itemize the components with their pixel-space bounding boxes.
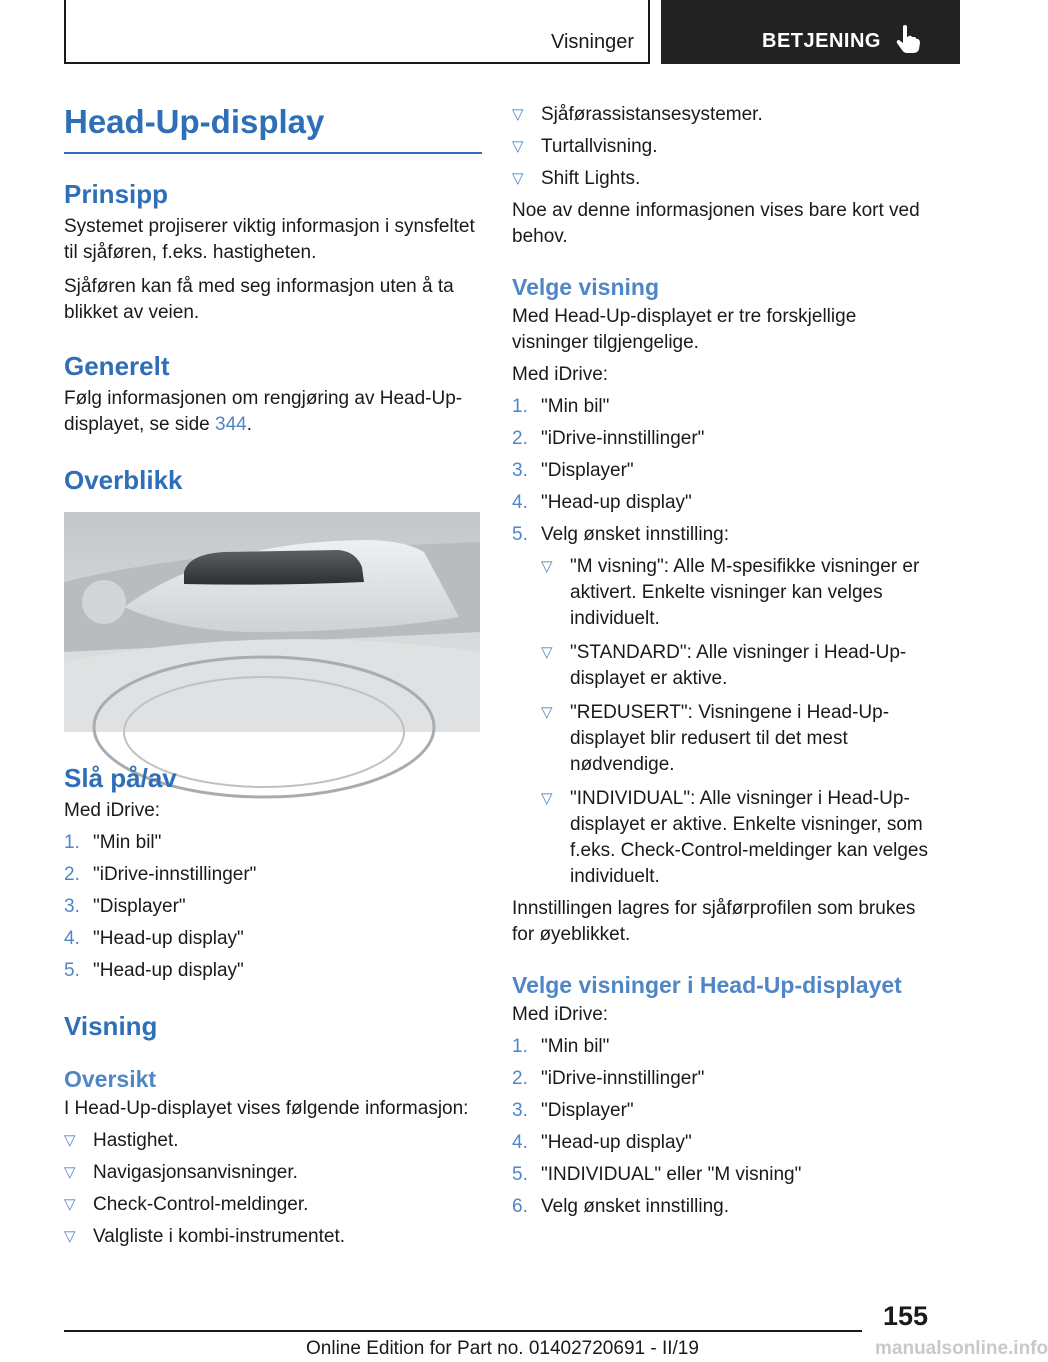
header-section-box [64, 0, 650, 64]
triangle-bullet-icon: ▽ [512, 106, 524, 123]
triangle-bullet-icon: ▽ [64, 1196, 76, 1213]
option-text: "M visning": Alle M-spesifikke visninger er aktivert. Enkelte visninger kan velges individuelt. [570, 556, 920, 629]
heading-sla-pa-av: Slå på/av [64, 763, 177, 793]
generelt-paragraph [64, 386, 482, 438]
step-text: "Displayer" [541, 460, 634, 481]
list-item [512, 166, 932, 192]
step-text: "INDIVIDUAL" eller "M visning" [541, 1164, 802, 1185]
list-item [512, 1130, 932, 1156]
bullet-text: Turtallvisning. [541, 136, 658, 157]
step-text: "iDrive-innstillinger" [541, 428, 705, 449]
list-item [512, 1162, 932, 1188]
list-item [64, 1224, 482, 1250]
step-number: 3. [512, 460, 528, 481]
sla-intro: Med iDrive: [64, 800, 161, 821]
list-item [541, 554, 932, 632]
page-title: Head-Up-display [64, 102, 482, 154]
triangle-bullet-icon: ▽ [512, 138, 524, 155]
bullet-text: Valgliste i kombi-instrumentet. [93, 1226, 346, 1247]
list-item [64, 830, 482, 856]
sla-steps-list [64, 830, 482, 984]
left-column [64, 102, 482, 1250]
step-number: 2. [64, 864, 80, 885]
triangle-bullet-icon: ▽ [541, 558, 553, 575]
page-number: 155 [882, 1301, 928, 1331]
list-item [64, 958, 482, 984]
list-item [541, 700, 932, 778]
heading-oversikt: Oversikt [64, 1066, 157, 1092]
footer-divider [64, 1330, 862, 1332]
velge-hud-intro: Med iDrive: [512, 1004, 609, 1025]
triangle-bullet-icon: ▽ [541, 704, 553, 721]
heading-overblikk: Overblikk [64, 465, 183, 495]
option-text: "REDUSERT": Visningene i Head-Up-displayet blir redusert til det mest nødvendige. [570, 702, 890, 775]
velge-options-list [541, 554, 932, 890]
step-text: "Head-up display" [93, 928, 244, 949]
step-text: "Min bil" [541, 1036, 610, 1057]
list-item [541, 640, 932, 692]
list-item [64, 1160, 482, 1186]
velge-paragraph: Med Head-Up-displayet er tre forskjellige visninger tilgjengelige. [512, 306, 857, 353]
list-item [64, 894, 482, 920]
list-item [512, 134, 932, 160]
option-text: "INDIVIDUAL": Alle visninger i Head-Up-displayet er aktive. Enkelte visninger, som f.eks. Check-Control-meldinger kan velges individuelt. [570, 788, 928, 887]
step-number: 1. [512, 1036, 528, 1057]
list-item [512, 522, 932, 890]
bullet-text: Sjåførassistansesystemer. [541, 104, 763, 125]
step-number: 4. [512, 1132, 528, 1153]
step-number: 5. [512, 1164, 528, 1185]
step-number: 5. [64, 960, 80, 981]
velge-intro: Med iDrive: [512, 364, 609, 385]
step-text: "iDrive-innstillinger" [541, 1068, 705, 1089]
info-bullets-continued [512, 102, 932, 192]
footer-watermark: manualsonline.info [875, 1338, 1048, 1359]
info-note: Noe av denne informasjonen vises bare kort ved behov. [512, 200, 920, 247]
list-item [64, 862, 482, 888]
bullet-text: Navigasjonsanvisninger. [93, 1162, 298, 1183]
list-item [512, 1194, 932, 1220]
velge-hud-steps-list [512, 1034, 932, 1220]
heading-generelt: Generelt [64, 351, 170, 381]
list-item [512, 102, 932, 128]
list-item [512, 394, 932, 420]
triangle-bullet-icon: ▽ [64, 1164, 76, 1181]
step-number: 2. [512, 1068, 528, 1089]
list-item [512, 490, 932, 516]
header-section-title: Visninger [550, 31, 634, 53]
oversikt-intro: I Head-Up-displayet vises følgende informasjon: [64, 1098, 469, 1119]
step-text: "Head-up display" [541, 1132, 692, 1153]
triangle-bullet-icon: ▽ [64, 1228, 76, 1245]
bullet-text: Shift Lights. [541, 168, 641, 189]
velge-after-text: Innstillingen lagres for sjåførprofilen som brukes for øyeblikket. [512, 898, 916, 945]
step-number: 1. [512, 396, 528, 417]
list-item [541, 786, 932, 890]
list-item [64, 1192, 482, 1218]
heading-prinsipp: Prinsipp [64, 179, 169, 209]
generelt-text: Følg informasjonen om rengjøring av Head-Up-displayet, se side [64, 388, 463, 435]
triangle-bullet-icon: ▽ [512, 170, 524, 187]
list-item [64, 926, 482, 952]
triangle-bullet-icon: ▽ [541, 644, 553, 661]
hand-pointer-icon [895, 24, 921, 54]
step-text: "Min bil" [541, 396, 610, 417]
generelt-text-end: . [246, 414, 253, 435]
list-item [64, 1128, 482, 1154]
header-chapter-label: BETJENING [762, 30, 881, 52]
list-item [512, 426, 932, 452]
bullet-text: Hastighet. [93, 1130, 179, 1151]
step-text: "Min bil" [93, 832, 162, 853]
page-reference-link[interactable]: 344 [215, 414, 247, 435]
option-text: "STANDARD": Alle visninger i Head-Up-displayet er aktive. [570, 642, 907, 689]
step-text: "iDrive-innstillinger" [93, 864, 257, 885]
heading-visning: Visning [64, 1011, 158, 1041]
step-text: "Head-up display" [541, 492, 692, 513]
right-column [512, 102, 932, 1220]
step-number: 2. [512, 428, 528, 449]
footer-edition: Online Edition for Part no. 01402720691 - II/19 [306, 1338, 699, 1359]
head-up-display-photo [64, 512, 480, 732]
step-text: Velg ønsket innstilling. [541, 1196, 729, 1217]
prinsipp-paragraph-1: Systemet projiserer viktig informasjon i synsfeltet til sjåføren, f.eks. hastigheten. [64, 216, 475, 263]
velge-steps-list [512, 394, 932, 890]
step-number: 3. [64, 896, 80, 917]
step-number: 6. [512, 1196, 528, 1217]
list-item [512, 458, 932, 484]
list-item [512, 1034, 932, 1060]
header-chapter-tab [661, 0, 960, 64]
triangle-bullet-icon: ▽ [541, 790, 553, 807]
step-number: 4. [512, 492, 528, 513]
list-item [512, 1066, 932, 1092]
step-number: 4. [64, 928, 80, 949]
step-text: "Displayer" [93, 896, 186, 917]
bullet-text: Check-Control-meldinger. [93, 1194, 309, 1215]
step-text: "Head-up display" [93, 960, 244, 981]
heading-velge-visninger-hud: Velge visninger i Head-Up-displayet [512, 972, 902, 998]
step-number: 1. [64, 832, 80, 853]
prinsipp-paragraph-2: Sjåføren kan få med seg informasjon uten å ta blikket av veien. [64, 276, 454, 323]
step-text: "Displayer" [541, 1100, 634, 1121]
triangle-bullet-icon: ▽ [64, 1132, 76, 1149]
step-number: 3. [512, 1100, 528, 1121]
list-item [512, 1098, 932, 1124]
oversikt-bullets [64, 1128, 482, 1250]
step-text: Velg ønsket innstilling: [541, 524, 729, 545]
heading-velge-visning: Velge visning [512, 274, 659, 300]
step-number: 5. [512, 524, 528, 545]
